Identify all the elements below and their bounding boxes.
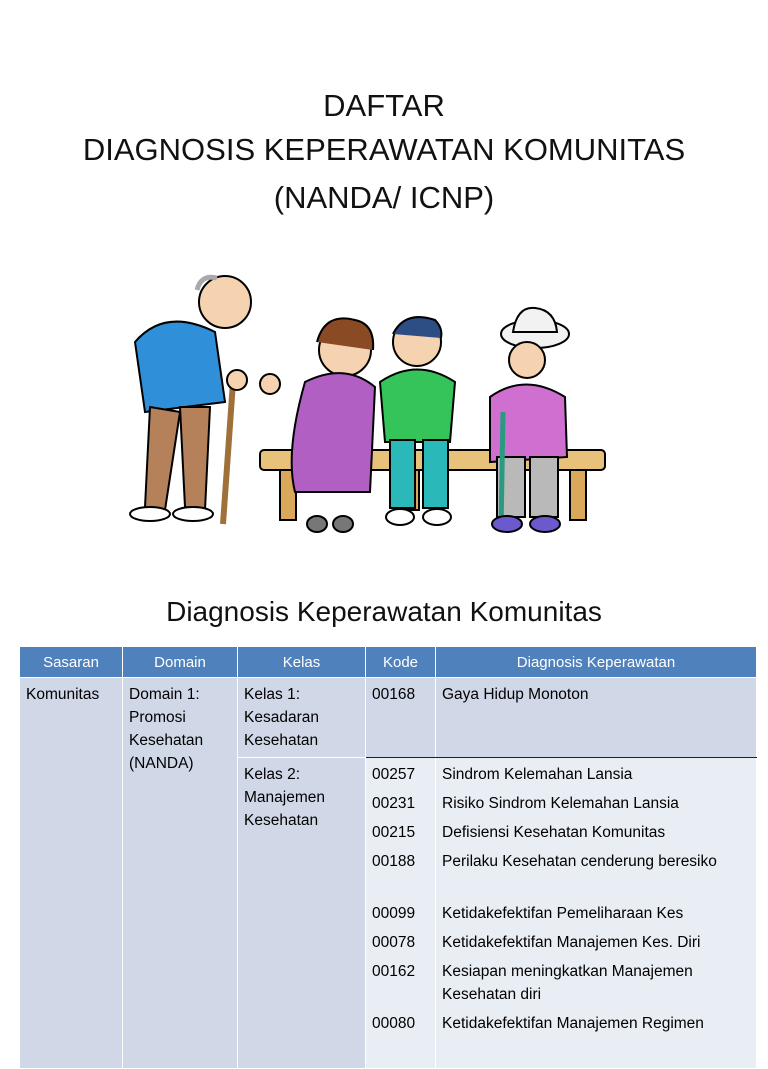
diagnosis-item: Sindrom Kelemahan Lansia — [442, 766, 633, 783]
cell-kelas-1: Kelas 1: Kesadaran Kesehatan — [238, 678, 366, 758]
diagnosis-item: Kesiapan meningkatkan Manajemen Kesehatan diri — [442, 963, 693, 1003]
kode-item: 00099 — [372, 905, 416, 922]
cell-sasaran: Komunitas — [20, 678, 123, 1069]
diagnosis-item: Perilaku Kesehatan cenderung beresiko — [442, 853, 717, 870]
section-title: Diagnosis Keperawatan Komunitas — [166, 596, 602, 627]
elderly-people-on-bench-illustration — [105, 262, 615, 547]
kode-item: 00257 — [372, 766, 416, 783]
header-diagnosis: Diagnosis Keperawatan — [436, 647, 757, 678]
cell-kelas-2: Kelas 2: Manajemen Kesehatan — [238, 758, 366, 1069]
cell-kode-list — [366, 758, 436, 1069]
diagnosis-item: Ketidakefektifan Manajemen Regimen — [442, 1015, 704, 1032]
title-block — [0, 84, 768, 220]
title-subtitle: (NANDA/ ICNP) — [273, 180, 495, 215]
kode-item: 00231 — [372, 795, 416, 812]
diagnosis-item: Ketidakefektifan Pemeliharaan Kes — [442, 905, 684, 922]
diagnosis-table — [19, 646, 757, 1069]
header-kelas: Kelas — [238, 647, 366, 678]
kode-item: 00215 — [372, 824, 416, 841]
diagnosis-item: Defisiensi Kesehatan Komunitas — [442, 824, 666, 841]
diagnosis-item: Ketidakefektifan Manajemen Kes. Diri — [442, 934, 701, 951]
header-domain: Domain — [123, 647, 238, 678]
title-daftar: DAFTAR — [323, 88, 445, 123]
kode-item: 00080 — [372, 1015, 416, 1032]
kode-item: 00188 — [372, 853, 416, 870]
header-kode: Kode — [366, 647, 436, 678]
kode-item: 00162 — [372, 963, 416, 980]
header-sasaran: Sasaran — [20, 647, 123, 678]
cell-kode: 00168 — [366, 678, 436, 758]
diagnosis-item: Risiko Sindrom Kelemahan Lansia — [442, 795, 679, 812]
kode-item: 00078 — [372, 934, 416, 951]
title-main: DIAGNOSIS KEPERAWATAN KOMUNITAS — [82, 132, 686, 167]
cell-diagnosis-list — [436, 758, 757, 1069]
table-row — [20, 678, 757, 758]
cell-domain: Domain 1: Promosi Kesehatan (NANDA) — [123, 678, 238, 1069]
cell-diagnosis: Gaya Hidup Monoton — [436, 678, 757, 758]
table-header-row — [20, 647, 757, 678]
